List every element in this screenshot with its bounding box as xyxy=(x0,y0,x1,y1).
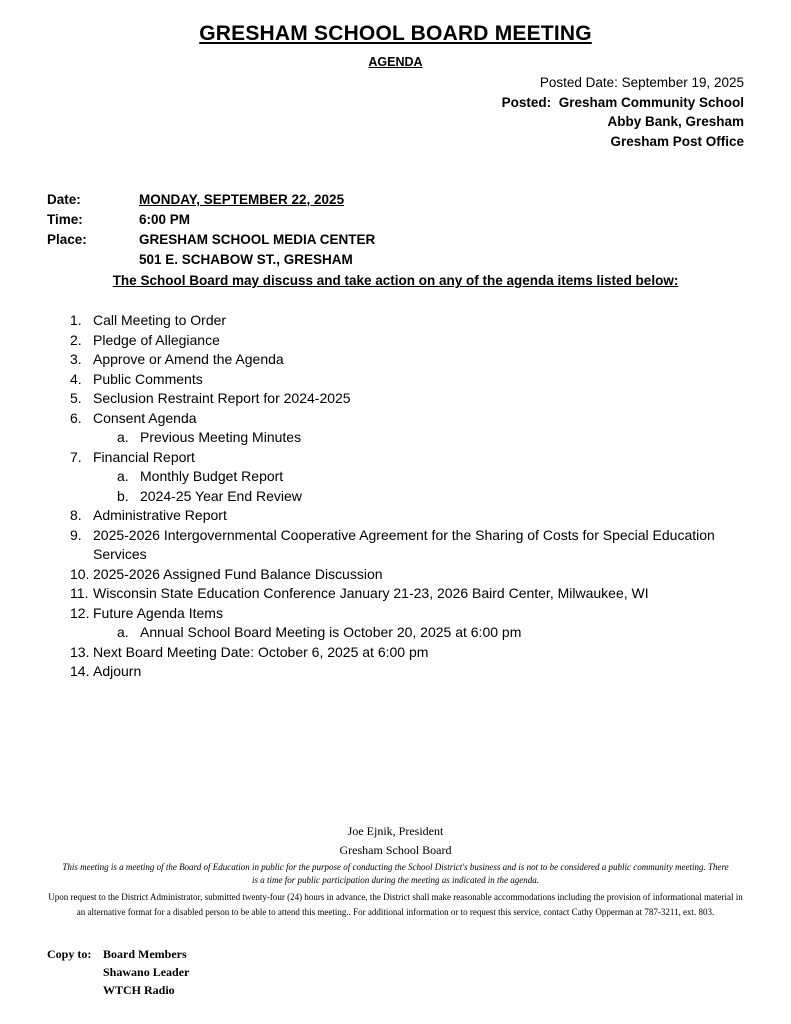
agenda-subtitle: AGENDA xyxy=(368,55,423,69)
agenda-item-number: 2. xyxy=(70,331,82,348)
agenda-item xyxy=(70,311,760,331)
agenda-item-number: 11. xyxy=(70,585,89,601)
page-title: GRESHAM SCHOOL BOARD MEETING xyxy=(199,22,592,45)
date-label: Date: xyxy=(47,192,81,207)
agenda-item-text: 2025-2026 Intergovernmental Cooperative Agreement for the Sharing of Costs for Special Education Services xyxy=(93,526,715,562)
agenda-item xyxy=(70,565,760,585)
footer xyxy=(0,822,791,920)
agenda-item-number: 7. xyxy=(70,448,82,465)
place-row-2 xyxy=(47,250,375,270)
time-row xyxy=(47,210,375,230)
agenda-subitem-text: Annual School Board Meeting is October 20, 2025 at 6:00 pm xyxy=(140,624,522,640)
posted-location-1 xyxy=(502,93,744,113)
agenda-item-text: Seclusion Restraint Report for 2024-2025 xyxy=(93,390,351,406)
agenda-item xyxy=(70,389,760,409)
agenda-item-text: Adjourn xyxy=(93,663,142,679)
meeting-details xyxy=(47,190,375,270)
agenda-item-number: 14. xyxy=(70,663,90,679)
agenda-item xyxy=(70,643,760,663)
agenda-item-number: 6. xyxy=(70,409,82,426)
posted-location-text: Gresham Community School xyxy=(558,94,744,110)
board-name: Gresham School Board xyxy=(339,843,452,857)
copy-row-1 xyxy=(47,945,189,963)
agenda-item-text: Wisconsin State Education Conference January 21-23, 2026 Baird Center, Milwaukee, WI xyxy=(93,585,649,601)
agenda-item-number: 12. xyxy=(70,604,90,621)
agenda-item-number: 8. xyxy=(70,507,82,523)
place-value: GRESHAM SCHOOL MEDIA CENTER xyxy=(139,232,376,247)
public-meeting-notice: This meeting is a meeting of the Board of Education in public for the purpose of conducting the School District's business and is not to be considered a public community meeting. There is a time for public participation during the meeting as indicated in the agenda. xyxy=(62,862,729,885)
agenda-item-text: Public Comments xyxy=(93,370,203,387)
agenda-item-text: Consent Agenda xyxy=(93,409,197,426)
agenda-item-number: 10. xyxy=(70,565,90,582)
place-address: 501 E. SCHABOW ST., GRESHAM xyxy=(139,252,353,267)
agenda-subitem-text: Previous Meeting Minutes xyxy=(140,429,302,445)
agenda-item xyxy=(70,506,760,526)
agenda-item-number: 4. xyxy=(70,370,82,387)
agenda-item-number: 9. xyxy=(70,526,82,543)
copy-to-label: Copy to: xyxy=(47,947,92,961)
agenda-subitem-letter: a. xyxy=(117,429,129,445)
copy-recipient: WTCH Radio xyxy=(103,983,175,997)
agenda-item-number: 5. xyxy=(70,390,82,406)
agenda-subitem-letter: a. xyxy=(117,624,129,640)
agenda-subitem-letter: a. xyxy=(117,468,129,484)
posted-date: Posted Date: September 19, 2025 xyxy=(539,75,744,90)
agenda-item xyxy=(70,604,760,624)
agenda-item-number: 1. xyxy=(70,312,82,328)
agenda-item-number: 3. xyxy=(70,351,82,367)
agenda-item-text: Approve or Amend the Agenda xyxy=(93,351,284,367)
copy-recipient: Shawano Leader xyxy=(103,965,190,979)
agenda-item-text: Future Agenda Items xyxy=(93,604,223,621)
agenda-subitem-text: Monthly Budget Report xyxy=(140,468,284,484)
time-value: 6:00 PM xyxy=(139,212,191,227)
agenda-item xyxy=(70,350,760,370)
agenda-item xyxy=(70,331,760,351)
agenda-item-text: Next Board Meeting Date: October 6, 2025 at 6:00 pm xyxy=(93,643,429,660)
agenda-item-number: 13. xyxy=(70,643,90,660)
date-value: MONDAY, SEPTEMBER 22, 2025 xyxy=(139,192,345,207)
action-notice: The School Board may discuss and take action on any of the agenda items listed below: xyxy=(112,273,679,288)
agenda-subitem xyxy=(70,467,760,487)
agenda-item-text: 2025-2026 Assigned Fund Balance Discussion xyxy=(93,565,383,582)
posted-location-2: Abby Bank, Gresham xyxy=(607,114,744,129)
signer-name: Joe Ejnik, President xyxy=(347,824,444,838)
copy-recipient: Board Members xyxy=(103,947,187,961)
agenda-item xyxy=(70,370,760,390)
time-label: Time: xyxy=(47,212,83,227)
accommodation-notice: Upon request to the District Administrator, submitted twenty-four (24) hours in advance, the District shall make reasonable accommodations including the provision of informational material in an alternative format for a disabled person to be able to attend this meeting.. For additional information or to request this service, contact Cathy Opperman at 787-3211, ext. 803. xyxy=(48,892,743,917)
agenda-subitem-letter: b. xyxy=(117,487,129,504)
agenda-item xyxy=(70,526,760,565)
agenda-item-text: Pledge of Allegiance xyxy=(93,331,220,348)
posted-location-3: Gresham Post Office xyxy=(610,133,744,149)
agenda-item xyxy=(70,409,760,429)
agenda-item xyxy=(70,662,760,682)
posting-block xyxy=(502,73,744,151)
agenda-subitem-text: 2024-25 Year End Review xyxy=(140,487,302,504)
posted-label: Posted: xyxy=(501,94,552,110)
copy-row-2 xyxy=(47,963,189,981)
agenda-subitem xyxy=(70,623,760,643)
place-label: Place: xyxy=(47,232,87,247)
agenda-item-text: Financial Report xyxy=(93,448,195,465)
place-row xyxy=(47,230,375,250)
agenda-list xyxy=(70,311,760,682)
agenda-subitem xyxy=(70,487,760,507)
copy-row-3 xyxy=(47,981,189,999)
copy-to-block xyxy=(47,945,189,999)
agenda-item xyxy=(70,448,760,468)
agenda-subitem xyxy=(70,428,760,448)
agenda-item xyxy=(70,584,760,604)
agenda-item-text: Administrative Report xyxy=(93,507,227,523)
date-row xyxy=(47,190,375,210)
agenda-item-text: Call Meeting to Order xyxy=(93,312,227,328)
